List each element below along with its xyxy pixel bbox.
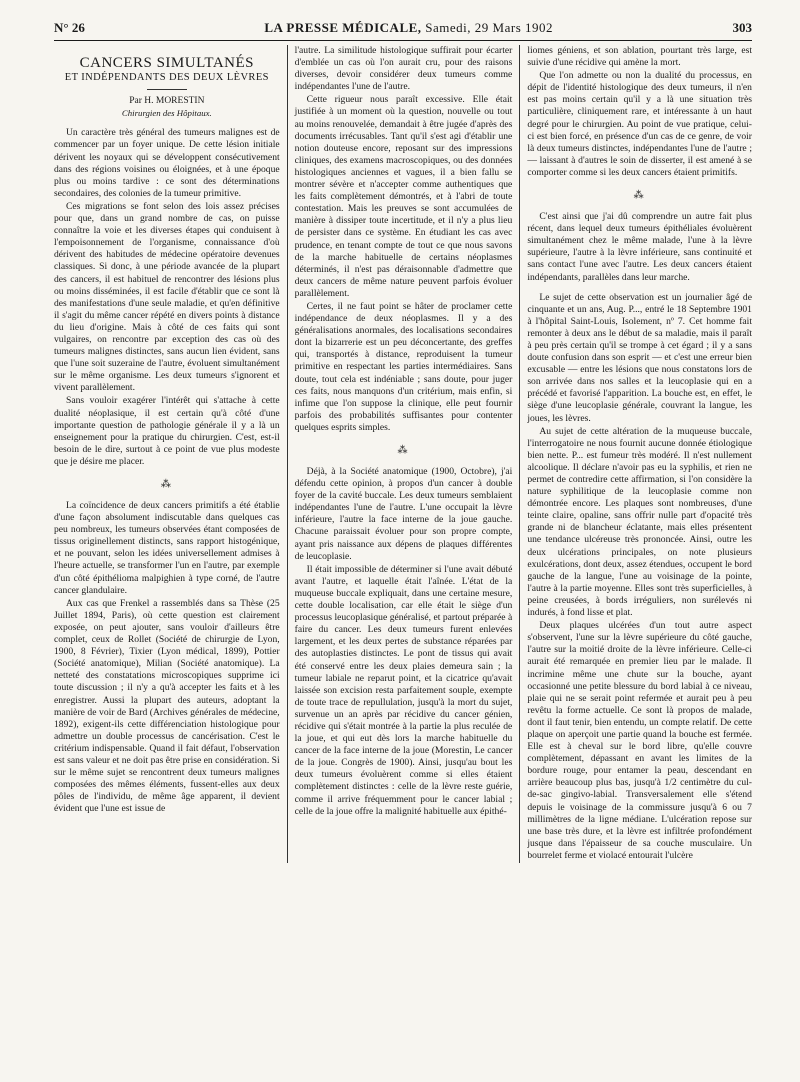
paragraph: l'autre. La similitude histologique suffirait pour écarter d'emblée un cas où l'on aurait cru, pour des raisons diverses, devoir considérer deux tumeurs comme indépendantes l'une de l'autre. (294, 45, 513, 93)
paragraph: Sans vouloir exagérer l'intérêt qui s'attache à cette dualité néoplasique, il est certain qu'à côté d'une importante question de pathologie générale il y a là un enseignement pour la pratique du chirurgien. C'est, est-il besoin de le dire, surtout à ce point de vue plus modeste que je désire me placer. (54, 395, 280, 467)
issue-number: N° 26 (54, 20, 85, 35)
paragraph: Au sujet de cette altération de la muqueuse buccale, l'interrogatoire ne nous fournit aucune donnée étiologique bien nette. P... est fumeur très modéré. Il n'est nullement alcoolique. Il déclare n'avoir pas eu la syphilis, et rien ne permet de contredire cette affirmation, si l'on considère la nature syphilitique de la leucoplasie comme non démontrée encore. Les plaques sont nombreuses, d'une teinte claire, opaline, sans offrir nulle part d'opacité très grande ni de blancheur éclatante, mais elles présentent une tendance ulcéreuse très prononcée. Ainsi, outre les deux ulcérations principales, on note plusieurs exulcérations, dont deux, assez étendues, occupent le bord gauche de la langue, l'une au voisinage de la pointe, l'autre à la partie moyenne. Elles sont très superficielles, à peine creusées, à bords irréguliers, non surélevés ni indurés, à fond lisse et plat. (527, 425, 752, 619)
journal-name: LA PRESSE MÉDICALE, (264, 20, 422, 35)
article-title: CANCERS SIMULTANÉS (79, 55, 254, 71)
column-1 (54, 45, 287, 863)
paragraph: Un caractère très général des tumeurs malignes est de commencer par un foyer unique. De cette lésion initiale dérivent les noyaux qui se développent consécutivement dans des régions voisines ou éloignées, et à une époque plus ou moins tardive : ce sont des déterminations secondaires, des colonies de la tumeur primitive. (54, 127, 280, 199)
column-2 (287, 45, 520, 863)
paragraph: Déjà, à la Société anatomique (1900, Octobre), j'ai défendu cette opinion, à propos d'un cancer à double foyer de la cavité buccale. Les deux tumeurs semblaient indépendantes l'une de l'autre. L'une occupait la lèvre inférieure, l'autre la face interne de la joue gauche. Chacune paraissait évoluer pour son propre compte, ayant pris naissance aux dépens de plaques différentes de leucoplasie. (294, 466, 513, 562)
paragraph: C'est ainsi que j'ai dû comprendre un autre fait plus récent, dans lequel deux tumeurs épithéliales évoluèrent simultanément chez le même malade, l'une à la lèvre supérieure, l'autre à la lèvre inférieure, sans continuité et sans contact l'une avec l'autre. Les deux cancers étaient indépendants, parallèles dans leur marche. (527, 211, 752, 283)
journal-title-line (264, 20, 553, 36)
author-role: Chirurgien des Hôpitaux. (121, 108, 212, 119)
section-separator: ⁂ (160, 479, 173, 490)
column-3 (519, 45, 752, 863)
paragraph: La coïncidence de deux cancers primitifs a été établie d'une façon absolument indiscutable dans quelques cas peu nombreux, les tumeurs observées étant composées de tissus originellement distincts, sans rapport histogénique, et ne pouvant, selon les idées universellement admises à l'heure actuelle, se transformer l'un en l'autre, par exemple d'un côté épithélioma malpighien à type corné, de l'autre cancer glandulaire. (54, 500, 280, 596)
paragraph: Deux plaques ulcérées d'un tout autre aspect s'observent, l'une sur la lèvre supérieure du côté gauche, l'autre sur la moitié droite de la lèvre inférieure. Celle-ci aurait été remarquée en premier lieu par le malade. Il incrimine même une chute sur la bouche, ayant occasionné une petite blessure du bord labial à ce niveau, plaie qui ne se serait point refermée et aurait peu à peu revêtu la forme actuelle. Ce sont là propos de malade, dont il faut tenir, bien entendu, un compte relatif. De cette plaque on aperçoit une partie quand la bouche est fermée. Elle est à cheval sur le bord libre, qu'elle couvre complètement, dépassant en avant les limites de la bordure rouge, pour entamer la peau, descendant en arrière beaucoup plus bas, jusqu'à 1/2 centimètre du cul-de-sac gingivo-labial. Transversalement elle s'étend depuis le voisinage de la commissure jusqu'à 6 ou 7 millimètres de la ligne médiane. L'ulcération repose sur une base très dure, et la lèvre est infiltrée profondément jusque dans l'épaisseur de sa couche musculaire. Un bourrelet ferme et violacé entourait l'ulcère (527, 620, 752, 861)
paragraph: liomes géniens, et son ablation, pourtant très large, est suivie d'une récidive qui amène la mort. (527, 45, 752, 69)
section-separator: ⁂ (633, 190, 646, 202)
paragraph: Aux cas que Frenkel a rassemblés dans sa Thèse (25 Juillet 1894, Paris), où cette question est clairement exposée, on peut ajouter, sans vouloir d'ailleurs être complet, ceux de Rollet (Société de chirurgie de Lyon, 1900, 8 Février), Tixier (Lyon médical, 1899), Pottier (Société anatomique), Milian (Société anatomique). La netteté des constatations microscopiques supprime ici toute discussion ; il n'y a qu'à accepter les faits et à les enregistrer. Aussi la plupart des auteurs, adoptant la manière de voir de Bard (Archives générales de médecine, 1892), exigent-ils cette différenciation histologique pour admettre un double processus de cancérisation. C'est le critérium indispensable. Quand il fait défaut, l'observation est sans valeur et ne doit pas être prise en considération. Si sur le même sujet se rencontrent deux tumeurs malignes composées des mêmes éléments, fussent-elles aux deux pôles de l'individu, de même âge apparent, il devient évident que l'une est issue de (54, 597, 280, 815)
article-columns (54, 45, 752, 863)
title-rule (147, 89, 187, 90)
running-head (54, 20, 752, 41)
article-title-block (54, 57, 280, 119)
paragraph: Il était impossible de déterminer si l'une avait débuté avant l'autre, et laquelle était l'aînée. L'état de la muqueuse buccale expliquait, dans une certaine mesure, cette double localisation, car elle était le siège d'un processus leucoplasique généralisé, et partout préparée à faire du cancer. Les deux tumeurs furent enlevées largement, et les deux pertes de substance réparées par des autoplasties distinctes. Le pont de tissus qui avait été conservé entre les deux plaies demeura sain ; la tumeur labiale ne reparut point, et la cicatrice qu'avait laissée son excision resta parfaitement souple, exempte de toute trace de repullulation, jusqu'à la mort du sujet, survenue un an après par récidive du cancer génien, récidive qui s'était montrée à la partie la plus reculée de la joue, et qui eut dès lors la marche habituelle du cancer de la face interne de la joue (Morestin, Le cancer de la joue. Congrès de 1900). Ainsi, jusqu'au bout les deux tumeurs évoluèrent comme si elles étaient complètement distinctes : celle de la lèvre reste guérie, comme il arrive fréquemment pour le cancer labial ; celle de la joue offre la malignité habituelle aux épithé- (294, 563, 513, 817)
paragraph: Certes, il ne faut point se hâter de proclamer cette indépendance de deux néoplasmes. Il y a des généralisations anormales, des localisations secondaires dont la bizarrerie est un peu déconcertante, des greffes qui, transportés à distance, reproduisent la tumeur primitive en respectant les parties intermédiaires. Sans doute, tout cela est indéniable ; sans doute, pour juger ces faits, nous manquons d'un critérium, mais enfin, si infime que l'on suppose la clinique, elle peut fournir parfois des probabilités suffisantes pour contenter quelques esprits simples. (294, 300, 513, 433)
paragraph: Le sujet de cette observation est un journalier âgé de cinquante et un ans, Aug. P..., entré le 18 Septembre 1901 à l'hôpital Saint-Louis, Isolement, nº 7. Cet homme fait remonter à deux ans le début de sa maladie, mais il paraît à peu près certain qu'il se trompe à cet égard ; il y a sans doute confusion dans son esprit — et c'est une erreur bien excusable — entre les lésions que nous constatons lors de son arrivée dans nos salles et la leucoplasie qui en a précédé et favorisé l'apparition. La bouche est, en effet, le siège d'une leucoplasie générale, couvrant la langue, les joues, les lèvres. (527, 291, 752, 424)
article-subtitle: ET INDÉPENDANTS DES DEUX LÈVRES (64, 72, 269, 84)
paragraph: Que l'on admette ou non la dualité du processus, en dépit de l'identité histologique des deux tumeurs, il n'en est pas moins certain qu'il y a là une situation très particulière, cliniquement rare, et intéressante à un haut degré pour le chirurgien. Au point de vue pratique, celui-ci est bien forcé, en présence d'un cas de ce genre, de voir là deux tumeurs distinctes, indépendantes l'une de l'autre ; — laissant à d'autres le soin de disserter, il est amené à se comporter comme si les deux cancers étaient primitifs. (527, 70, 752, 178)
paragraph: Ces migrations se font selon des lois assez précises pour que, dans un grand nombre de cas, on puisse connaître la voie et les diverses étapes qui conduisent à l'empoisonnement de l'organisme, connaissance d'où dérivent des habitudes de médecine opératoire devenues classiques. Si donc, à une période avancée de la plupart des cancers, il est habituel de rencontrer des lésions plus ou moins disséminées, il est facile d'établir que ce sont là des manifestations d'une seule maladie, et qu'en définitive il s'agit du même cancer répété en divers points à distance du lieu d'origine. Mais à côté de ces faits qui sont vulgaires, on rencontre par exception des cas où des tumeurs malignes distinctes, sans aucun lien évident, sans que l'une soit suzeraine de l'autre, évoluent simultanément sur le même organisme. Les deux tumeurs s'ignorent et vivent parallèlement. (54, 200, 280, 394)
article-author: Par H. MORESTIN (129, 96, 205, 107)
paragraph: Cette rigueur nous paraît excessive. Elle était justifiée à un moment où la question, nouvelle ou tout au moins renouvelée, demandait à être jugée d'après des documents irrécusables. Tant qu'il s'est agi d'établir une notion douteuse encore, reposant sur des impressions cliniques, des examens macroscopiques, ou des données histologiques anciennes et vagues, il a bien fallu se montrer sévère et n'accepter comme authentiques que les faits complètement démontrés, et à l'abri de toute contestation. Mais les preuves se sont accumulées de manière à dissiper toute incertitude, et il n'y a plus lieu de persister dans ce système. En étudiant les cas avec prudence, en tenant compte de tout ce que nous savons de la marche habituelle de certains néoplasmes déterminés, il n'est pas déraisonnable d'admettre que deux cancers de même nature peuvent parfois évoluer parallèlement. (294, 94, 513, 299)
section-separator: ⁂ (397, 445, 410, 456)
issue-date: Samedi, 29 Mars 1902 (425, 20, 554, 35)
page-number: 303 (732, 20, 752, 35)
